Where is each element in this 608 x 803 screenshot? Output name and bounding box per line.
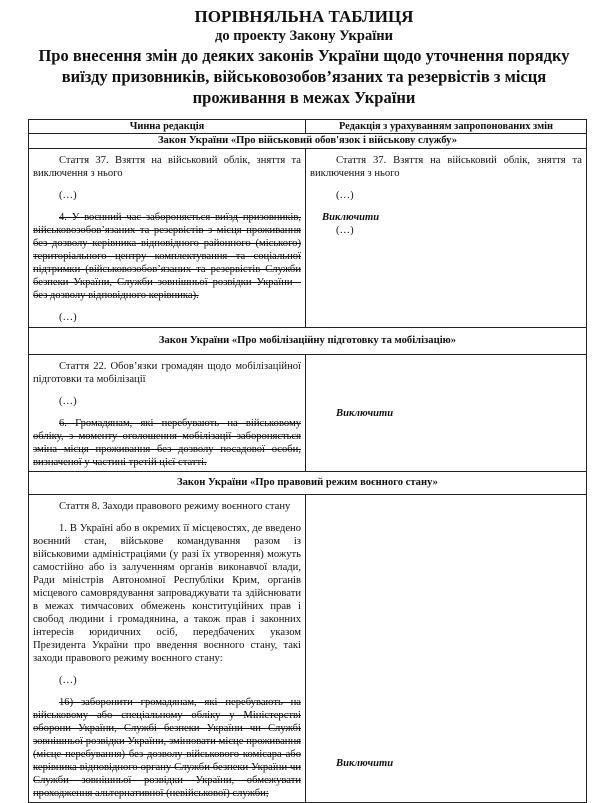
document-header — [0, 0, 608, 108]
article-paragraph: 1. В Україні або в окремих її місцевостях, де введено воєнний стан, військове командування разом із військовими адміністраціями (у разі їх утворення) можуть самостійно або із залученням органів виконавчої влади, Ради міністрів Автономної Республіки Крим, органів місцевого самоврядування запроваджувати та здійснювати в межах тимчасових обмежень конституційних прав і свобод людини і громадянина, а також прав і законних інтересів юридичних осіб, передбачених указом Президента України про введення воєнного стану, такі заходи правового режиму воєнного стану: — [33, 523, 301, 664]
law-row — [29, 328, 587, 355]
comparison-table — [28, 119, 587, 803]
table-row — [29, 149, 587, 328]
current-text-cell — [29, 495, 306, 803]
law-title: Закон України «Про військовий обов'язок і військову службу» — [29, 134, 587, 149]
exclude-label: Виключити — [322, 212, 380, 223]
ellipsis: (…) — [59, 312, 77, 323]
law-title: Закон України «Про правовий режим воєнного стану» — [29, 472, 587, 495]
column-header-proposed: Редакція з урахуванням запропонованих змін — [306, 120, 587, 134]
current-text-cell — [29, 355, 306, 472]
column-header-current: Чинна редакція — [29, 120, 306, 134]
ellipsis: (…) — [59, 396, 77, 407]
article-heading: Стаття 37. Взяття на військовий облік, зняття та виключення з нього — [33, 155, 301, 179]
struck-text: 6. Громадянам, які перебувають на військовому обліку, з моменту оголошення мобілізації забороняється зміна місця проживання без дозволу посадової особи, визначеної у частині третій цієї статті. — [33, 418, 301, 468]
proposed-text-cell — [306, 495, 587, 803]
struck-text: 16) заборонити громадянам, які перебувають на військовому або спеціальному обліку у Міністерстві оборони України, Службі безпеки України чи Службі зовнішньої розвідки України, змінювати місце проживання (місце перебування) без дозволу військового комісара або керівника відповідного органу Служби безпеки України чи Служби зовнішньої розвідки України, обмежувати проходження альтернативної (невійськової) служби; — [33, 697, 301, 799]
ellipsis: (…) — [59, 190, 77, 201]
proposed-text-cell — [306, 355, 587, 472]
current-text-cell — [29, 149, 306, 328]
document-title: ПОРІВНЯЛЬНА ТАБЛИЦЯ — [194, 7, 414, 26]
law-row — [29, 134, 587, 149]
proposed-text-cell — [306, 149, 587, 328]
document-subtitle: до проекту Закону України — [215, 28, 393, 44]
exclude-label: Виключити — [336, 407, 394, 419]
struck-text: 4. У воєнний час забороняється виїзд призовників, військовозобов’язаних та резервістів з місця проживання без дозволу керівника відповідного районного (міського) територіального центру комплектування та соціальної підтримки (військовозобов’язаних та резервістів Служби безпеки України, Служби зовнішньої розвідки України - без дозволу відповідного керівника). — [33, 212, 301, 301]
exclude-label: Виключити — [336, 758, 394, 769]
article-heading: Стаття 8. Заходи правового режиму воєнного стану — [59, 501, 291, 512]
law-title: Закон України «Про мобілізаційну підготовку та мобілізацію» — [29, 328, 587, 355]
bill-title: Про внесення змін до деяких законів України щодо уточнення порядку виїзду призовників, військовозобов’язаних та резервістів з місця проживання в межах України — [38, 46, 570, 107]
article-heading: Стаття 37. Взяття на військовий облік, зняття та виключення з нього — [310, 155, 582, 179]
article-heading: Стаття 22. Обов’язки громадян щодо мобілізаційної підготовки та мобілізації — [33, 361, 301, 385]
ellipsis: (…) — [336, 190, 354, 201]
table-header-row — [29, 120, 587, 134]
law-row — [29, 472, 587, 495]
ellipsis: (…) — [336, 225, 354, 236]
table-row — [29, 355, 587, 472]
table-row — [29, 495, 587, 803]
ellipsis: (…) — [59, 675, 77, 686]
